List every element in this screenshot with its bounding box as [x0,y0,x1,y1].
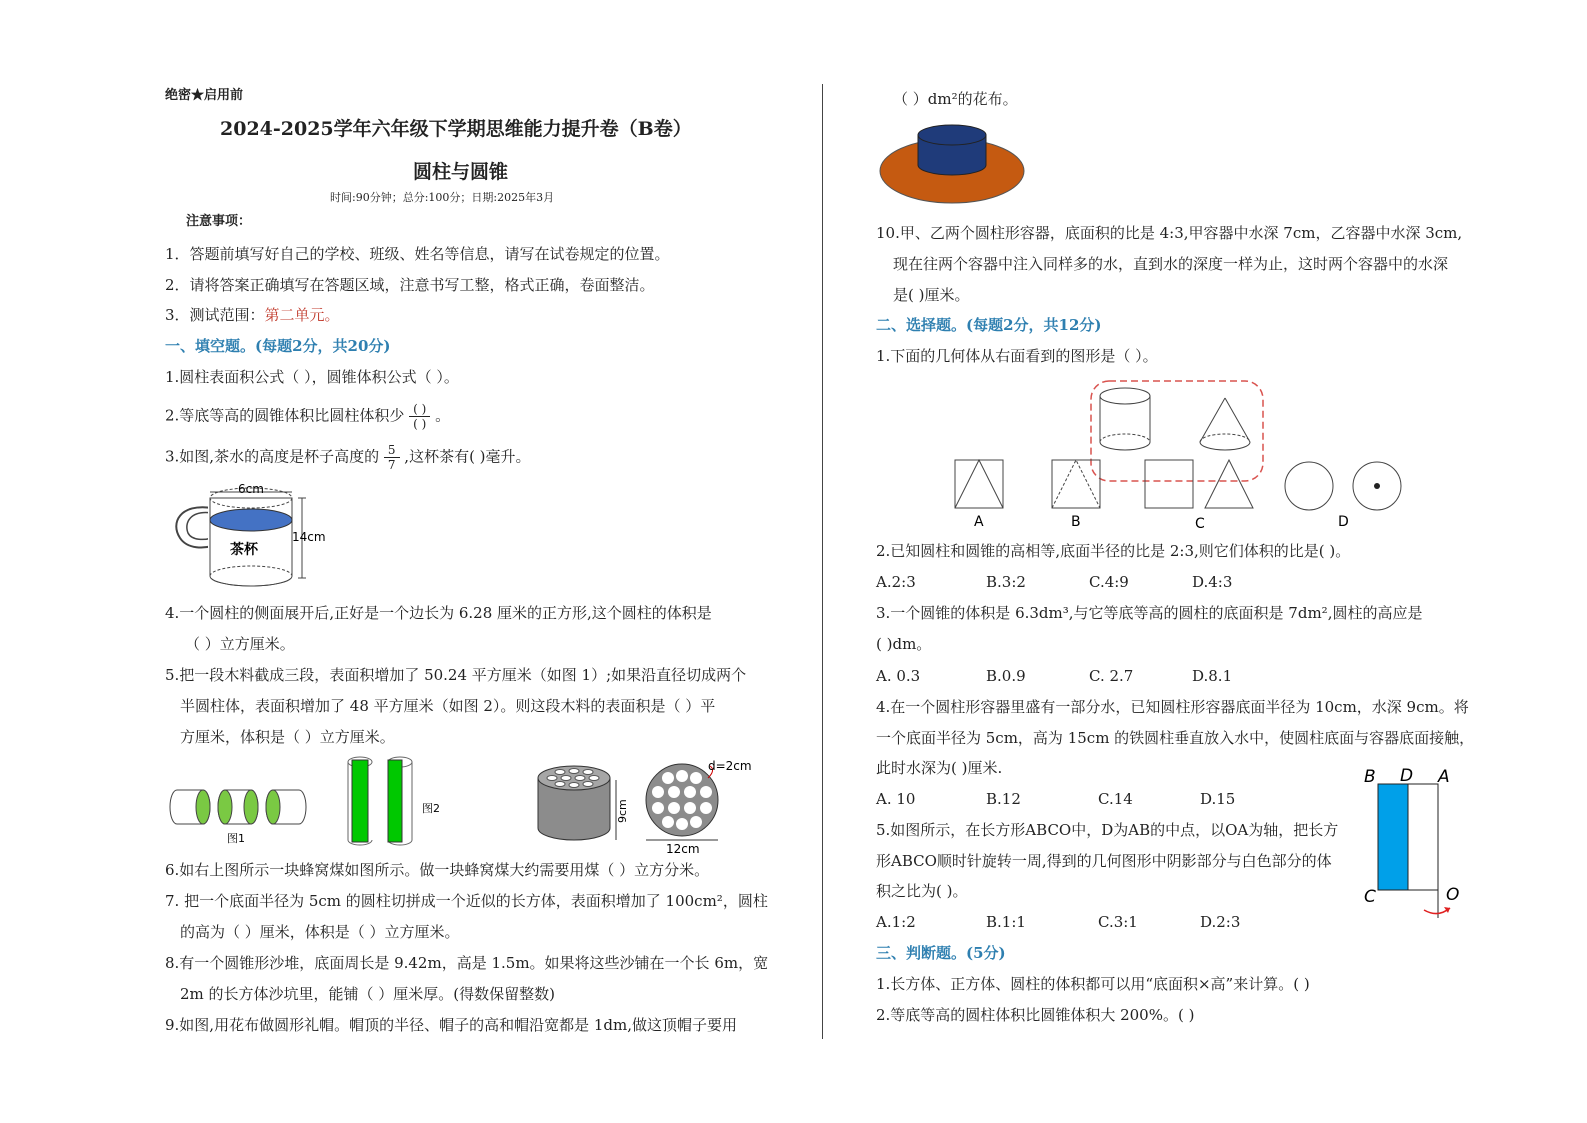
s1-q7-a: 7. 把一个底面半径为 5cm 的圆柱切拼成一个近似的长方体，表面积增加了 100cm²，圆柱 [165,892,768,910]
figure-1-cylinders [165,785,315,845]
option-a-label: A [974,514,984,530]
s2-q3-opt-d: D.8.1 [1192,667,1233,685]
exam-meta: 时间:90分钟；总分:100分；日期:2025年3月 [330,191,555,204]
s2-q4-b: 一个底面半径为 5cm，高为 15cm 的铁圆柱垂直放入水中，使圆柱底面与容器底面接触， [876,729,1475,747]
figure-2-label: 图2 [422,802,440,815]
s2-q5-c: 积之比为( )。 [876,882,968,900]
column-divider [822,84,823,1039]
s1-q9-a: 9.如图,用花布做圆形礼帽。帽顶的半径、帽子的高和帽沿宽都是 1dm,做这顶帽子要用 [165,1016,737,1034]
point-b: B [1364,767,1376,787]
s2-q5-opt-c: C.3:1 [1098,913,1138,931]
s1-q8-a: 8.有一个圆锥形沙堆，底面周长是 9.42m，高是 1.5m。如果将这些沙铺在一个长 6m，宽 [165,954,769,972]
figure-2-split-cylinder [340,752,450,852]
option-d-label: D [1338,514,1349,530]
secret-label: 绝密★启用前 [165,88,244,103]
rectangle-abco-figure [1360,762,1460,922]
s3-q1: 1.长方体、正方体、圆柱的体积都可以用“底面积×高”来计算。( ) [876,975,1310,993]
page-subtitle: 圆柱与圆锥 [413,161,509,183]
section-2-title: 二、选择题。(每题2分，共12分) [876,316,1102,334]
s1-q10-a: 10.甲、乙两个圆柱形容器，底面积的比是 4:3,甲容器中水深 7cm，乙容器中水深 3cm, [876,224,1463,242]
point-c: C [1364,887,1376,907]
s2-q2-opt-b: B.3:2 [986,573,1026,591]
section-3-title: 三、判断题。(5分) [876,944,1006,962]
s2-q5-opt-a: A.1:2 [876,913,916,931]
s2-q1: 1.下面的几何体从右面看到的图形是（ ）。 [876,347,1158,365]
s1-q8-b: 2m 的长方体沙坑里，能铺（ ）厘米厚。(得数保留整数) [180,985,556,1003]
cup-height-label: 14cm [292,530,326,544]
option-b-label: B [1071,514,1081,530]
figure-1-label: 图1 [227,832,245,845]
s1-q3-a: 3.如图,茶水的高度是杯子高度的 [165,447,380,466]
s1-q10-c: 是( )厘米。 [893,286,970,304]
notes-title: 注意事项： [186,214,252,229]
s2-q2-opt-c: C.4:9 [1089,573,1129,591]
s1-q2 [165,402,450,431]
s1-q10-b: 现在往两个容器中注入同样多的水，直到水的深度一样为止，这时两个容器中的水深 [893,255,1449,273]
option-c-label: C [1195,516,1205,532]
s1-q5-b: 半圆柱体，表面积增加了 48 平方厘米（如图 2）。则这段木料的表面积是（ ）平 [180,697,716,715]
s1-q2-num: ( ) [409,402,430,417]
s2-q3-opt-b: B.0.9 [986,667,1026,685]
s1-q3-den: 7 [387,458,396,472]
s1-q3-fraction [384,443,400,472]
s1-q1: 1.圆柱表面积公式（ ），圆锥体积公式（ ）。 [165,368,459,386]
s2-q4-opt-c: C.14 [1098,790,1133,808]
note-2: 2．请将答案正确填写在答题区域，注意书写工整，格式正确，卷面整洁。 [165,276,655,294]
s2-q4-opt-a: A. 10 [876,790,916,808]
hat-figure [878,123,1028,208]
cup-top-label: 6cm [238,482,264,496]
s1-q6: 6.如右上图所示一块蜂窝煤如图所示。做一块蜂窝煤大约需要用煤（ ）立方分米。 [165,861,710,879]
s1-q4-b: （ ）立方厘米。 [185,635,295,653]
s2-q4-a: 4.在一个圆柱形容器里盛有一部分水，已知圆柱形容器底面半径为 10cm，水深 9cm。将 [876,698,1469,716]
view-options-figure [945,378,1415,536]
tea-cup-figure [170,478,340,593]
s1-q3-num: 5 [384,443,400,458]
cup-text-label: 茶杯 [230,542,258,558]
note-3-range: 第二单元。 [264,306,340,324]
s1-q7-b: 的高为（ ）厘米，体积是（ ）立方厘米。 [180,923,460,941]
s2-q5-a: 5.如图所示，在长方形ABCO中，D为AB的中点，以OA为轴，把长方 [876,821,1339,839]
page-title: 2024-2025学年六年级下学期思维能力提升卷（B卷） [220,118,692,140]
coal-width-label: 12cm [666,842,700,856]
s1-q2-fraction [409,402,430,431]
s2-q3-opt-a: A. 0.3 [876,667,921,685]
s2-q5-b: 形ABCO顺时针旋转一周,得到的几何图形中阴影部分与白色部分的体 [876,852,1332,870]
s1-q9-b: （ ）dm²的花布。 [893,90,1018,108]
s2-q4-opt-d: D.15 [1200,790,1236,808]
s1-q2-end: 。 [435,406,451,425]
section-1-title: 一、填空题。(每题2分，共20分) [165,337,391,355]
coal-height-label: 9cm [616,799,629,823]
note-3 [165,305,340,325]
s2-q5-opt-b: B.1:1 [986,913,1026,931]
s2-q2-opt-a: A.2:3 [876,573,916,591]
s2-q3-opt-c: C. 2.7 [1089,667,1134,685]
s2-q5-opt-d: D.2:3 [1200,913,1241,931]
s2-q2: 2.已知圆柱和圆锥的高相等,底面半径的比是 2:3,则它们体积的比是( )。 [876,542,1351,560]
point-d: D [1400,766,1414,786]
s2-q3-a: 3.一个圆锥的体积是 6.3dm³,与它等底等高的圆柱的底面积是 7dm²,圆柱的高应是 [876,604,1423,622]
point-a: A [1438,767,1450,787]
s2-q4-c: 此时水深为( )厘米. [876,759,1003,777]
s2-q4-opt-b: B.12 [986,790,1021,808]
s1-q4-a: 4.一个圆柱的侧面展开后,正好是一个边长为 6.28 厘米的正方形,这个圆柱的体积是 [165,604,712,622]
point-o: O [1446,885,1460,905]
s1-q3-b: ,这杯茶有( )毫升。 [404,447,531,466]
honeycomb-coal-figure [530,758,760,856]
s1-q5-c: 方厘米，体积是（ ）立方厘米。 [180,728,395,746]
s1-q2-den: ( ) [413,417,427,431]
s1-q3 [165,443,531,472]
s2-q2-opt-d: D.4:3 [1192,573,1233,591]
s2-q3-b: ( )dm。 [876,635,932,653]
note-1: 1．答题前填写好自己的学校、班级、姓名等信息，请写在试卷规定的位置。 [165,245,670,263]
s3-q2: 2.等底等高的圆柱体积比圆锥体积大 200%。( ) [876,1006,1195,1024]
s1-q2-text: 2.等底等高的圆锥体积比圆柱体积少 [165,406,405,425]
s1-q5-a: 5.把一段木料截成三段，表面积增加了 50.24 平方厘米（如图 1）;如果沿直径切成两个 [165,666,747,684]
note-3-prefix: 3．测试范围： [165,306,265,324]
coal-diameter-label: d=2cm [708,759,752,773]
